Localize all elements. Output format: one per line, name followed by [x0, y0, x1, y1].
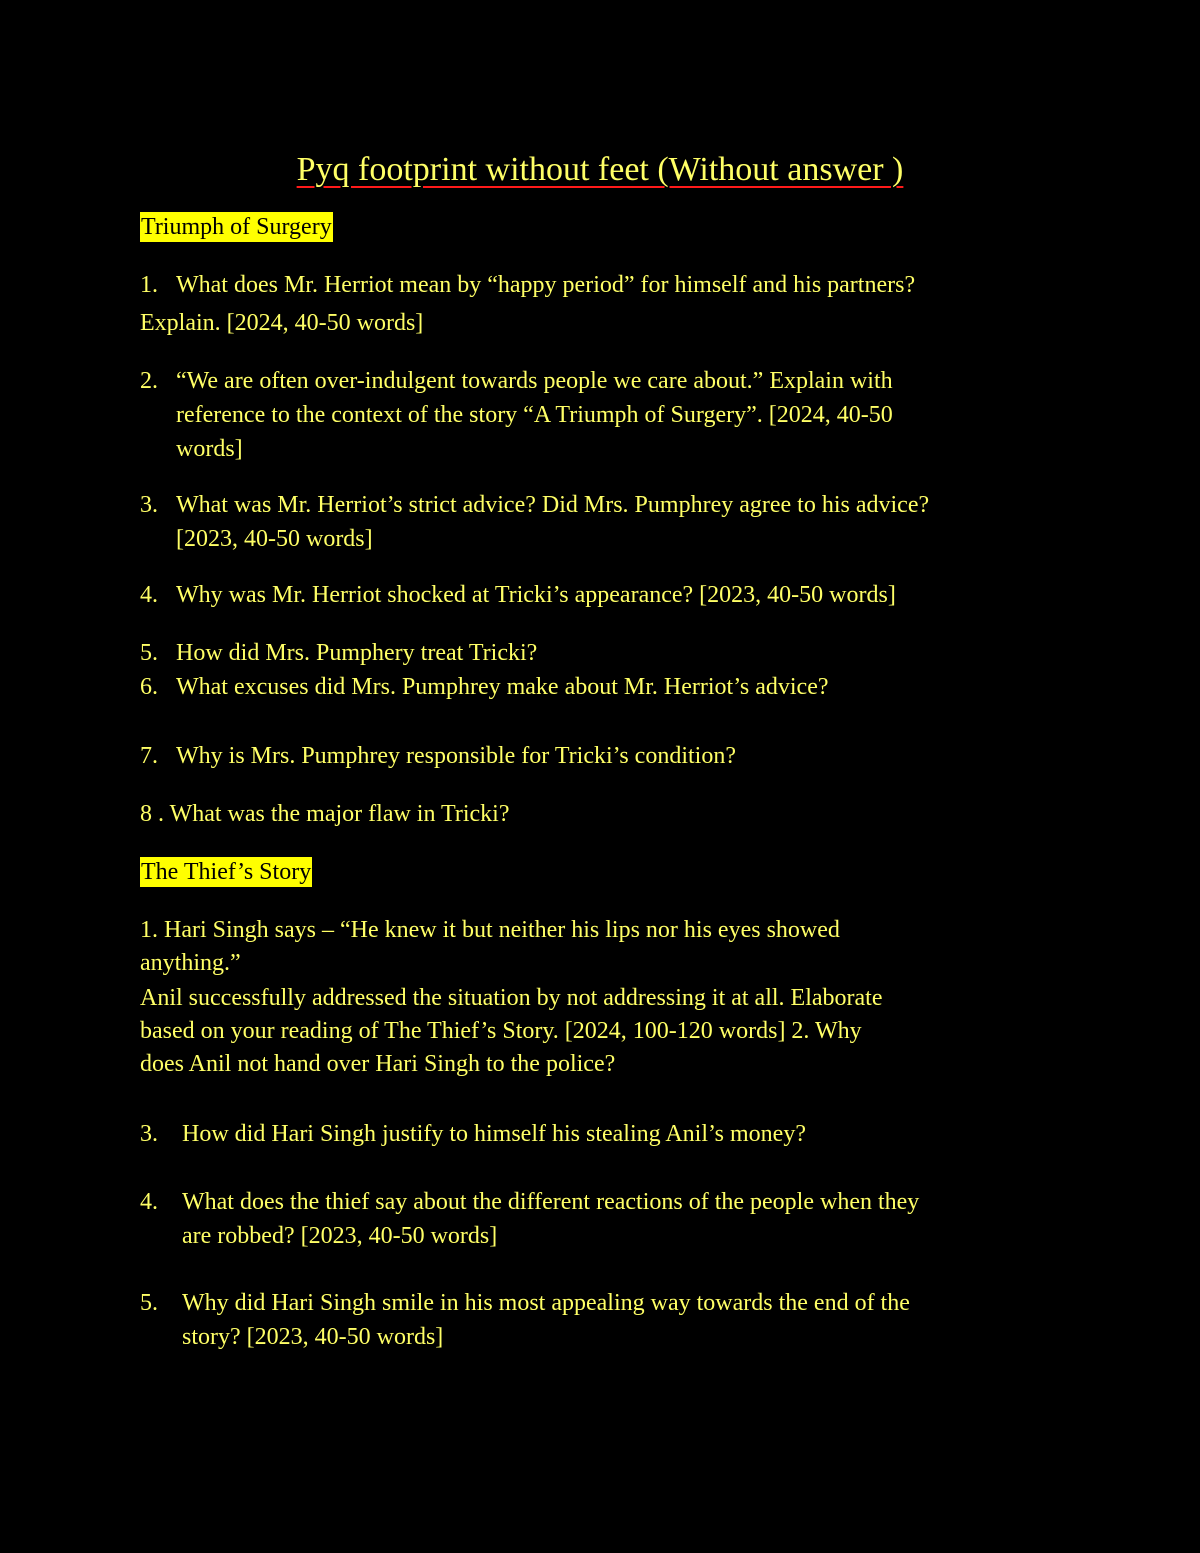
question-text: Anil successfully addressed the situation by not addressing it at all. Elaborate	[140, 985, 883, 1011]
question-number: 7.	[140, 743, 158, 769]
question-text: Why was Mr. Herriot shocked at Tricki’s appearance? [2023, 40-50 words]	[176, 582, 896, 608]
question-text: What does the thief say about the different reactions of the people when they	[182, 1189, 920, 1215]
question-text: Why is Mrs. Pumphrey responsible for Tricki’s condition?	[176, 743, 736, 769]
question-text: 1. Hari Singh says – “He knew it but neither his lips nor his eyes showed	[140, 917, 840, 943]
question-text: [2023, 40-50 words]	[176, 526, 373, 552]
question-text: story? [2023, 40-50 words]	[182, 1324, 444, 1350]
question-number: 4.	[140, 582, 158, 608]
section-heading-triumph-of-surgery: Triumph of Surgery	[141, 214, 332, 240]
question-text: What excuses did Mrs. Pumphrey make about Mr. Herriot’s advice?	[176, 674, 829, 700]
question-text: based on your reading of The Thief’s Story. [2024, 100-120 words] 2. Why	[140, 1018, 862, 1044]
section-heading-thiefs-story: The Thief’s Story	[141, 859, 312, 885]
question-number: 3.	[140, 1121, 158, 1147]
question-text: How did Hari Singh justify to himself his stealing Anil’s money?	[182, 1121, 806, 1147]
question-text: What does Mr. Herriot mean by “happy period” for himself and his partners?	[176, 272, 916, 298]
question-number: 4.	[140, 1189, 158, 1215]
question-text: 8 . What was the major flaw in Tricki?	[140, 801, 510, 827]
question-number: 1.	[140, 272, 158, 298]
question-text: “We are often over-indulgent towards people we care about.” Explain with	[176, 368, 893, 394]
question-number: 3.	[140, 492, 158, 518]
question-text: anything.”	[140, 950, 241, 976]
question-text: Why did Hari Singh smile in his most appealing way towards the end of the	[182, 1290, 910, 1316]
question-text: words]	[176, 436, 243, 462]
question-number: 5.	[140, 640, 158, 666]
question-number: 2.	[140, 368, 158, 394]
question-text: are robbed? [2023, 40-50 words]	[182, 1223, 498, 1249]
page-title	[0, 148, 1200, 192]
question-text: What was Mr. Herriot’s strict advice? Did Mrs. Pumphrey agree to his advice?	[176, 492, 930, 518]
question-number: 5.	[140, 1290, 158, 1316]
question-text: reference to the context of the story “A Triumph of Surgery”. [2024, 40-50	[176, 402, 893, 428]
question-text: does Anil not hand over Hari Singh to the police?	[140, 1051, 616, 1077]
question-number: 6.	[140, 674, 158, 700]
question-text: Explain. [2024, 40-50 words]	[140, 310, 424, 336]
page-title-text: Pyq footprint without feet (Without answer )	[296, 151, 904, 188]
question-text: How did Mrs. Pumphery treat Tricki?	[176, 640, 538, 666]
